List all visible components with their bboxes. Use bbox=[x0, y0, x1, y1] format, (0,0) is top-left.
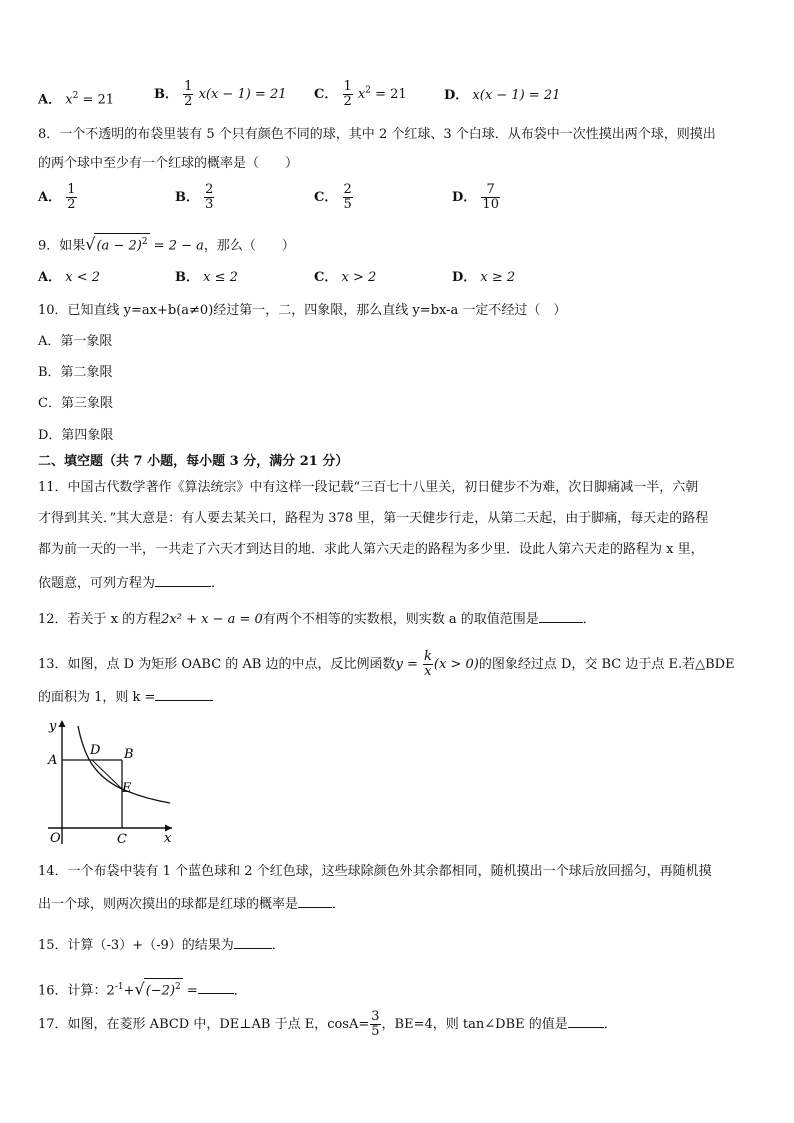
q9-option-d: D． x ≥ 2 bbox=[452, 270, 516, 285]
answer-blank[interactable] bbox=[155, 688, 213, 701]
answer-blank[interactable] bbox=[568, 1015, 604, 1028]
q10-option-d: D．第四象限 bbox=[38, 428, 114, 443]
q10-option-a: A．第一象限 bbox=[38, 334, 113, 349]
q8-line-2: 的两个球中至少有一个红球的概率是（ ） bbox=[38, 156, 299, 171]
q11-line-2: 才得到其关．”其大意是：有人要去某关口，路程为 378 里，第一天健步行走，从第二天起，由于脚痛，每天走的路程 bbox=[38, 511, 709, 526]
q7-option-b: B． $\frac{1}{2}$ x(x − 1) = 21 bbox=[154, 79, 287, 109]
label-a: A bbox=[48, 753, 58, 768]
q13-line-2: 的面积为 1，则 k = bbox=[38, 688, 213, 706]
q7-option-c: C． $\frac{1}{2}$ $x^2 = 21$ bbox=[314, 79, 407, 109]
answer-blank[interactable] bbox=[198, 981, 234, 994]
q8-option-a: A． $\frac{1}{2}$ bbox=[38, 182, 76, 212]
q9-option-c: C． x > 2 bbox=[314, 270, 377, 285]
fraction: $\frac{1}{2}$ bbox=[343, 79, 352, 109]
q13-figure bbox=[38, 716, 178, 848]
q13-line-1: 13．如图，点 D 为矩形 OABC 的 AB 边的中点，反比例函数y = $\frac{k}{x}$ (x > 0)的图象经过点 D，交 BC 边于点 E.若△BDE bbox=[38, 649, 735, 679]
q11-line-1: 11．中国古代数学著作《算法统宗》中有这样一段记载“三百七十八里关，初日健步不为难，次日脚痛减一半，六朝 bbox=[38, 480, 699, 495]
q9-option-a: A． x < 2 bbox=[38, 270, 100, 285]
q14-line-1: 14．一个布袋中装有 1 个蓝色球和 2 个红色球，这些球除颜色外其余都相同，随机摸出一个球后放回摇匀，再随机摸 bbox=[38, 864, 712, 879]
q9-option-b: B． x ≤ 2 bbox=[175, 270, 238, 285]
label-o: O bbox=[50, 831, 61, 846]
label-x: x bbox=[164, 831, 172, 846]
q8-option-b: B． $\frac{2}{3}$ bbox=[175, 182, 214, 212]
label-y: y bbox=[49, 719, 57, 734]
answer-blank[interactable] bbox=[539, 610, 583, 623]
q12-stem: 12．若关于 x 的方程2x² + x − a = 0有两个不相等的实数根，则实数 a 的取值范围是 ． bbox=[38, 612, 596, 627]
q7-option-a: A． $x^2 = 21$ bbox=[38, 91, 115, 108]
y-axis-arrow bbox=[59, 720, 66, 727]
label-d: D bbox=[90, 743, 101, 758]
q11-line-3: 都为前一天的一半，一共走了六天才到达目的地．求此人第六天走的路程为多少里．设此人第六天走的路程为 x 里， bbox=[38, 542, 704, 557]
answer-blank[interactable] bbox=[155, 574, 211, 587]
q10-option-c: C．第三象限 bbox=[38, 396, 113, 411]
q10-stem: 10．已知直线 y=ax+b(a≠0)经过第一，二，四象限，那么直线 y=bx-a 一定不经过（ ） bbox=[38, 303, 567, 318]
q11-line-4: 依题意，可列方程为 ． bbox=[38, 576, 225, 591]
q15-stem: 15．计算（-3）+（-9）的结果为 ． bbox=[38, 938, 285, 953]
q16-stem: 16．计算：$2^{-1}+√(-2)^2$ = ． bbox=[38, 979, 247, 999]
label-e: E bbox=[122, 781, 132, 796]
answer-blank[interactable] bbox=[234, 936, 272, 949]
section-heading: 二、填空题（共 7 小题，每小题 3 分，满分 21 分） bbox=[38, 454, 349, 469]
q7-option-d: D． x(x − 1) = 21 bbox=[444, 88, 561, 103]
q8-line-1: 8．一个不透明的布袋里装有 5 个只有颜色不同的球，其中 2 个红球、3 个白球．从布袋中一次性摸出两个球，则摸出 bbox=[38, 127, 716, 142]
answer-blank[interactable] bbox=[298, 895, 332, 908]
q8-option-d: D． $\frac{7}{10}$ bbox=[452, 182, 499, 212]
q14-line-2: 出一个球，则两次摸出的球都是红球的概率是 ． bbox=[38, 897, 346, 912]
q17-stem: 17．如图，在菱形 ABCD 中，DE⊥AB 于点 E，cosA= $\frac{3}{5}$ ，BE=4，则 tan∠DBE 的值是 ． bbox=[38, 1009, 617, 1039]
segment-de bbox=[92, 760, 122, 789]
q8-option-c: C． $\frac{2}{5}$ bbox=[314, 182, 352, 212]
fraction: $\frac{1}{2}$ bbox=[184, 79, 193, 109]
label-c: C bbox=[117, 832, 127, 847]
q9-stem: 9．如果$√(a - 2)^2 = 2 - a$，那么（ ） bbox=[38, 234, 295, 254]
option-label: A． bbox=[38, 92, 62, 108]
label-b: B bbox=[124, 747, 134, 762]
q10-option-b: B．第二象限 bbox=[38, 365, 113, 380]
